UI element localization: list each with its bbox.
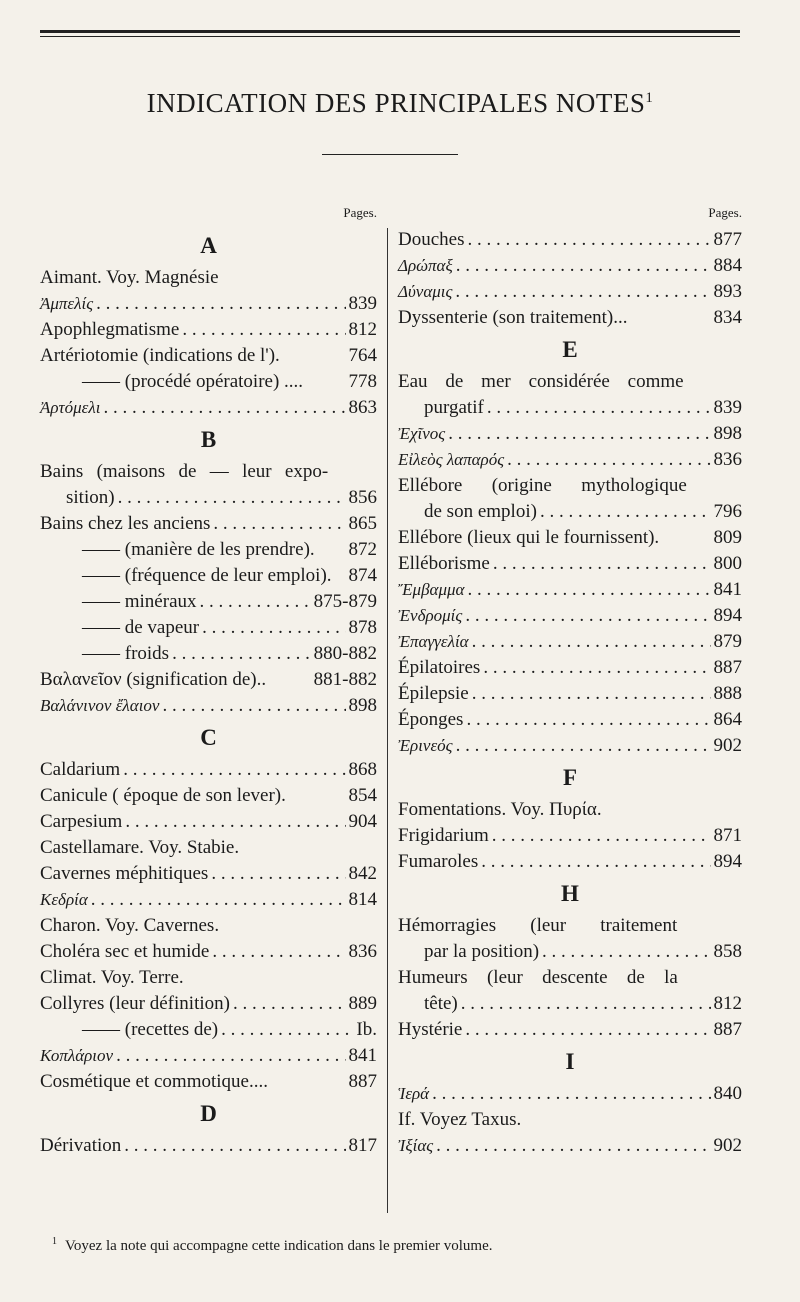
index-entry: [40, 835, 377, 861]
entry-page: 878: [348, 617, 377, 638]
entry-page: 864: [713, 709, 742, 730]
dot-leader: [233, 991, 346, 1017]
entry-page: 809: [713, 527, 742, 548]
entry-page: 865: [348, 513, 377, 534]
entry-page: 874: [348, 565, 377, 586]
dot-leader: [483, 655, 710, 681]
entry-label: Ἀμπελίς: [40, 294, 94, 313]
dot-leader: [162, 693, 345, 719]
index-entry: [40, 1069, 377, 1095]
entry-label: Charon. Voy. Cavernes.: [40, 915, 220, 936]
entry-page: 812: [713, 993, 742, 1014]
entry-page: 836: [713, 449, 742, 470]
entry-page: 863: [348, 397, 377, 418]
dot-leader: [213, 511, 345, 537]
index-entry: [398, 823, 742, 849]
entry-label: —— (fréquence de leur emploi).: [82, 565, 332, 586]
column-divider: [387, 228, 388, 1213]
entry-page: 902: [713, 1135, 742, 1156]
dot-leader: [436, 1133, 710, 1159]
entry-label: Caldarium: [40, 759, 121, 780]
entry-label: Ἱερά: [398, 1084, 430, 1103]
dot-leader: [456, 253, 711, 279]
entry-label: de son emploi): [424, 501, 537, 522]
entry-label: Fumaroles: [398, 851, 479, 872]
page-title-text: INDICATION DES PRINCIPALES NOTES: [146, 88, 646, 118]
entry-label: Ἐρινεός: [398, 736, 453, 755]
index-entry: [398, 227, 742, 253]
entry-label: Ἐνδρομίς: [398, 606, 463, 625]
entry-label: Βαλανεῖον (signification de)..: [40, 669, 267, 690]
section-letter: I: [565, 1049, 575, 1074]
entry-page: 875-879: [313, 591, 377, 612]
entry-label: —— minéraux: [82, 591, 197, 612]
entry-page: 834: [713, 307, 742, 328]
dot-leader: [172, 641, 311, 667]
entry-page: 841: [348, 1045, 377, 1066]
entry-label: Castellamare. Voy. Stabie.: [40, 837, 240, 858]
index-entry: [398, 279, 742, 305]
entry-label: Εἰλεὸς λαπαρός: [398, 450, 505, 469]
dot-leader: [461, 991, 711, 1017]
entry-label: Dérivation: [40, 1135, 122, 1156]
entry-page: 839: [713, 397, 742, 418]
index-entry: [40, 939, 377, 965]
index-entry: [40, 395, 377, 421]
entry-page: 871: [713, 825, 742, 846]
dot-leader: [118, 485, 346, 511]
entry-page: 904: [348, 811, 377, 832]
index-entry: [40, 1017, 377, 1043]
dot-leader: [472, 681, 711, 707]
entry-page: 888: [713, 683, 742, 704]
entry-page: 877: [713, 229, 742, 250]
entry-label: —— (manière de les prendre).: [82, 539, 315, 560]
pages-header-left: Pages.: [343, 205, 377, 220]
left-index-entries: [40, 227, 377, 1159]
entry-label: Choléra sec et humide: [40, 941, 210, 962]
entry-label: Eau de mer considérée comme: [398, 371, 684, 392]
index-entry: [40, 615, 377, 641]
dot-leader: [455, 279, 710, 305]
entry-page: 894: [713, 605, 742, 626]
entry-label: Humeurs (leur descente de la: [398, 967, 678, 988]
entry-label: par la position): [424, 941, 540, 962]
entry-label: Bains (maisons de — leur expo-: [40, 461, 329, 482]
dot-leader: [103, 395, 345, 421]
entry-page: 879: [713, 631, 742, 652]
dot-leader: [493, 551, 711, 577]
entry-label: Canicule ( époque de son lever).: [40, 785, 286, 806]
entry-label: Dyssenterie (son traitement)...: [398, 307, 628, 328]
index-entry: [40, 317, 377, 343]
index-entry: [398, 499, 742, 525]
entry-label: Éponges: [398, 709, 464, 730]
entry-page: 880-882: [313, 643, 377, 664]
entry-label: Cavernes méphitiques: [40, 863, 209, 884]
section-letter: E: [562, 337, 578, 362]
entry-page: 778: [348, 371, 377, 392]
index-entry: [40, 485, 377, 511]
entry-label: Cosmétique et commotique....: [40, 1071, 268, 1092]
index-entry: [40, 265, 377, 291]
index-entry: [40, 1133, 377, 1159]
index-entry: [398, 473, 742, 499]
dot-leader: [432, 1081, 710, 1107]
entry-label: Δύναμις: [398, 282, 453, 301]
entry-label: Ellébore (origine mythologique: [398, 475, 687, 496]
entry-label: Fomentations. Voy. Πυρία.: [398, 799, 602, 820]
index-entry: [40, 369, 377, 395]
index-entry: [398, 603, 742, 629]
top-double-rule: [40, 30, 740, 37]
right-index-entries: [398, 227, 742, 1159]
index-entry: [398, 797, 742, 823]
index-entry: [398, 1107, 742, 1133]
entry-page: 854: [348, 785, 377, 806]
dot-leader: [542, 939, 710, 965]
index-entry: [40, 861, 377, 887]
entry-label: Épilepsie: [398, 683, 469, 704]
index-entry: [40, 965, 377, 991]
dot-leader: [492, 823, 711, 849]
dot-leader: [466, 707, 710, 733]
entry-label: Ἰξίας: [398, 1136, 434, 1155]
entry-page: 842: [348, 863, 377, 884]
left-column: [40, 205, 377, 1159]
dot-leader: [211, 861, 345, 887]
dot-leader: [481, 849, 710, 875]
entry-label: Frigidarium: [398, 825, 489, 846]
footnote-text: Voyez la note qui accompagne cette indication dans le premier volume.: [65, 1238, 493, 1254]
index-entry: [40, 991, 377, 1017]
index-entry: [398, 849, 742, 875]
index-entry: [398, 253, 742, 279]
index-entry: [398, 395, 742, 421]
entry-page: 796: [713, 501, 742, 522]
entry-label: Hémorragies (leur traitement: [398, 915, 678, 936]
footnote-mark: 1: [52, 1236, 57, 1247]
entry-label: tête): [424, 993, 458, 1014]
dot-leader: [487, 395, 711, 421]
entry-page: 764: [348, 345, 377, 366]
entry-label: Ἐπαγγελία: [398, 632, 469, 651]
dot-leader: [116, 1043, 345, 1069]
entry-page: 887: [713, 657, 742, 678]
title-rule: [322, 154, 458, 155]
entry-page: 817: [348, 1135, 377, 1156]
entry-page: 889: [348, 993, 377, 1014]
index-entry: [398, 965, 742, 991]
index-entry: [398, 369, 742, 395]
index-entry: [398, 525, 742, 551]
index-entry: [40, 667, 377, 693]
entry-label: Δρώπαξ: [398, 256, 453, 275]
dot-leader: [124, 1133, 345, 1159]
index-entry: [398, 681, 742, 707]
dot-leader: [212, 939, 345, 965]
entry-label: Ellébore (lieux qui le fournissent).: [398, 527, 660, 548]
entry-label: If. Voyez Taxus.: [398, 1109, 522, 1130]
entry-page: 839: [348, 293, 377, 314]
dot-leader: [96, 291, 345, 317]
entry-page: 881-882: [313, 669, 377, 690]
entry-page: 800: [713, 553, 742, 574]
index-entry: [40, 511, 377, 537]
section-letter: H: [561, 881, 579, 906]
dot-leader: [467, 227, 710, 253]
index-entry: [40, 537, 377, 563]
dot-leader: [465, 603, 710, 629]
entry-page: 841: [713, 579, 742, 600]
index-entry: [398, 305, 742, 331]
entry-page: 887: [713, 1019, 742, 1040]
section-letter: A: [200, 233, 217, 258]
entry-label: purgatif: [424, 397, 484, 418]
entry-label: Apophlegmatisme: [40, 319, 180, 340]
index-entry: [40, 589, 377, 615]
dot-leader: [91, 887, 346, 913]
section-letter: C: [200, 725, 217, 750]
entry-label: Collyres (leur définition): [40, 993, 230, 1014]
entry-label: Carpesium: [40, 811, 123, 832]
entry-page: 868: [348, 759, 377, 780]
entry-label: Bains chez les anciens: [40, 513, 211, 534]
index-entry: [40, 459, 377, 485]
section-letter: F: [562, 765, 578, 790]
index-entry: [40, 809, 377, 835]
entry-label: —— froids: [82, 643, 170, 664]
entry-page: 856: [348, 487, 377, 508]
entry-page: 872: [348, 539, 377, 560]
entry-label: —— de vapeur: [82, 617, 200, 638]
dot-leader: [465, 1017, 710, 1043]
index-entry: [398, 991, 742, 1017]
entry-page: Ib.: [356, 1019, 377, 1040]
index-entry: [398, 1133, 742, 1159]
pages-header-right: Pages.: [708, 205, 742, 220]
entry-page: 858: [713, 941, 742, 962]
index-entry: [40, 343, 377, 369]
entry-page: 898: [713, 423, 742, 444]
entry-label: Βαλάνινον ἔλαιον: [40, 696, 160, 715]
index-entry: [398, 913, 742, 939]
entry-page: 814: [348, 889, 377, 910]
dot-leader: [540, 499, 711, 525]
dot-leader: [202, 615, 345, 641]
right-column: [398, 205, 742, 1159]
footnote-reference: 1: [645, 90, 654, 106]
entry-label: —— (procédé opératoire) ....: [82, 371, 304, 392]
entry-page: 836: [348, 941, 377, 962]
index-entry: [40, 757, 377, 783]
index-entry: [398, 939, 742, 965]
index-entry: [398, 447, 742, 473]
dot-leader: [123, 757, 345, 783]
entry-label: Ἀρτόμελι: [40, 398, 101, 417]
entry-page: 884: [713, 255, 742, 276]
dot-leader: [467, 577, 710, 603]
index-entry: [40, 641, 377, 667]
entry-label: Hystérie: [398, 1019, 463, 1040]
index-entry: [398, 1017, 742, 1043]
entry-label: Ἔμβαμμα: [398, 580, 465, 599]
entry-page: 898: [348, 695, 377, 716]
entry-page: 840: [713, 1083, 742, 1104]
entry-label: sition): [66, 487, 115, 508]
section-letter: B: [200, 427, 217, 452]
index-entry: [398, 1081, 742, 1107]
index-entry: [40, 783, 377, 809]
entry-label: Κοπλάριον: [40, 1046, 114, 1065]
dot-leader: [507, 447, 710, 473]
index-entry: [398, 577, 742, 603]
dot-leader: [221, 1017, 353, 1043]
dot-leader: [448, 421, 710, 447]
entry-page: 894: [713, 851, 742, 872]
footnote: [52, 1236, 493, 1255]
index-entry: [40, 913, 377, 939]
entry-page: 902: [713, 735, 742, 756]
dot-leader: [456, 733, 711, 759]
dot-leader: [200, 589, 311, 615]
index-entry: [398, 707, 742, 733]
entry-page: 812: [348, 319, 377, 340]
dot-leader: [182, 317, 345, 343]
entry-label: Κεδρία: [40, 890, 88, 909]
index-entry: [398, 421, 742, 447]
entry-page: 893: [713, 281, 742, 302]
index-entry: [40, 291, 377, 317]
entry-label: Artériotomie (indications de l').: [40, 345, 280, 366]
entry-label: Ἐχῖνος: [398, 424, 446, 443]
entry-label: Épilatoires: [398, 657, 481, 678]
index-entry: [398, 629, 742, 655]
index-entry: [40, 693, 377, 719]
entry-label: —— (recettes de): [82, 1019, 219, 1040]
entry-label: Climat. Voy. Terre.: [40, 967, 184, 988]
entry-label: Aimant. Voy. Magnésie: [40, 267, 219, 288]
entry-label: Douches: [398, 229, 465, 250]
index-entry: [40, 887, 377, 913]
index-entry: [40, 1043, 377, 1069]
index-entry: [398, 733, 742, 759]
section-letter: D: [200, 1101, 217, 1126]
index-entry: [40, 563, 377, 589]
dot-leader: [125, 809, 345, 835]
index-entry: [398, 551, 742, 577]
entry-label: Elléborisme: [398, 553, 490, 574]
page-title: [0, 88, 800, 119]
entry-page: 887: [348, 1071, 377, 1092]
index-entry: [398, 655, 742, 681]
dot-leader: [472, 629, 711, 655]
